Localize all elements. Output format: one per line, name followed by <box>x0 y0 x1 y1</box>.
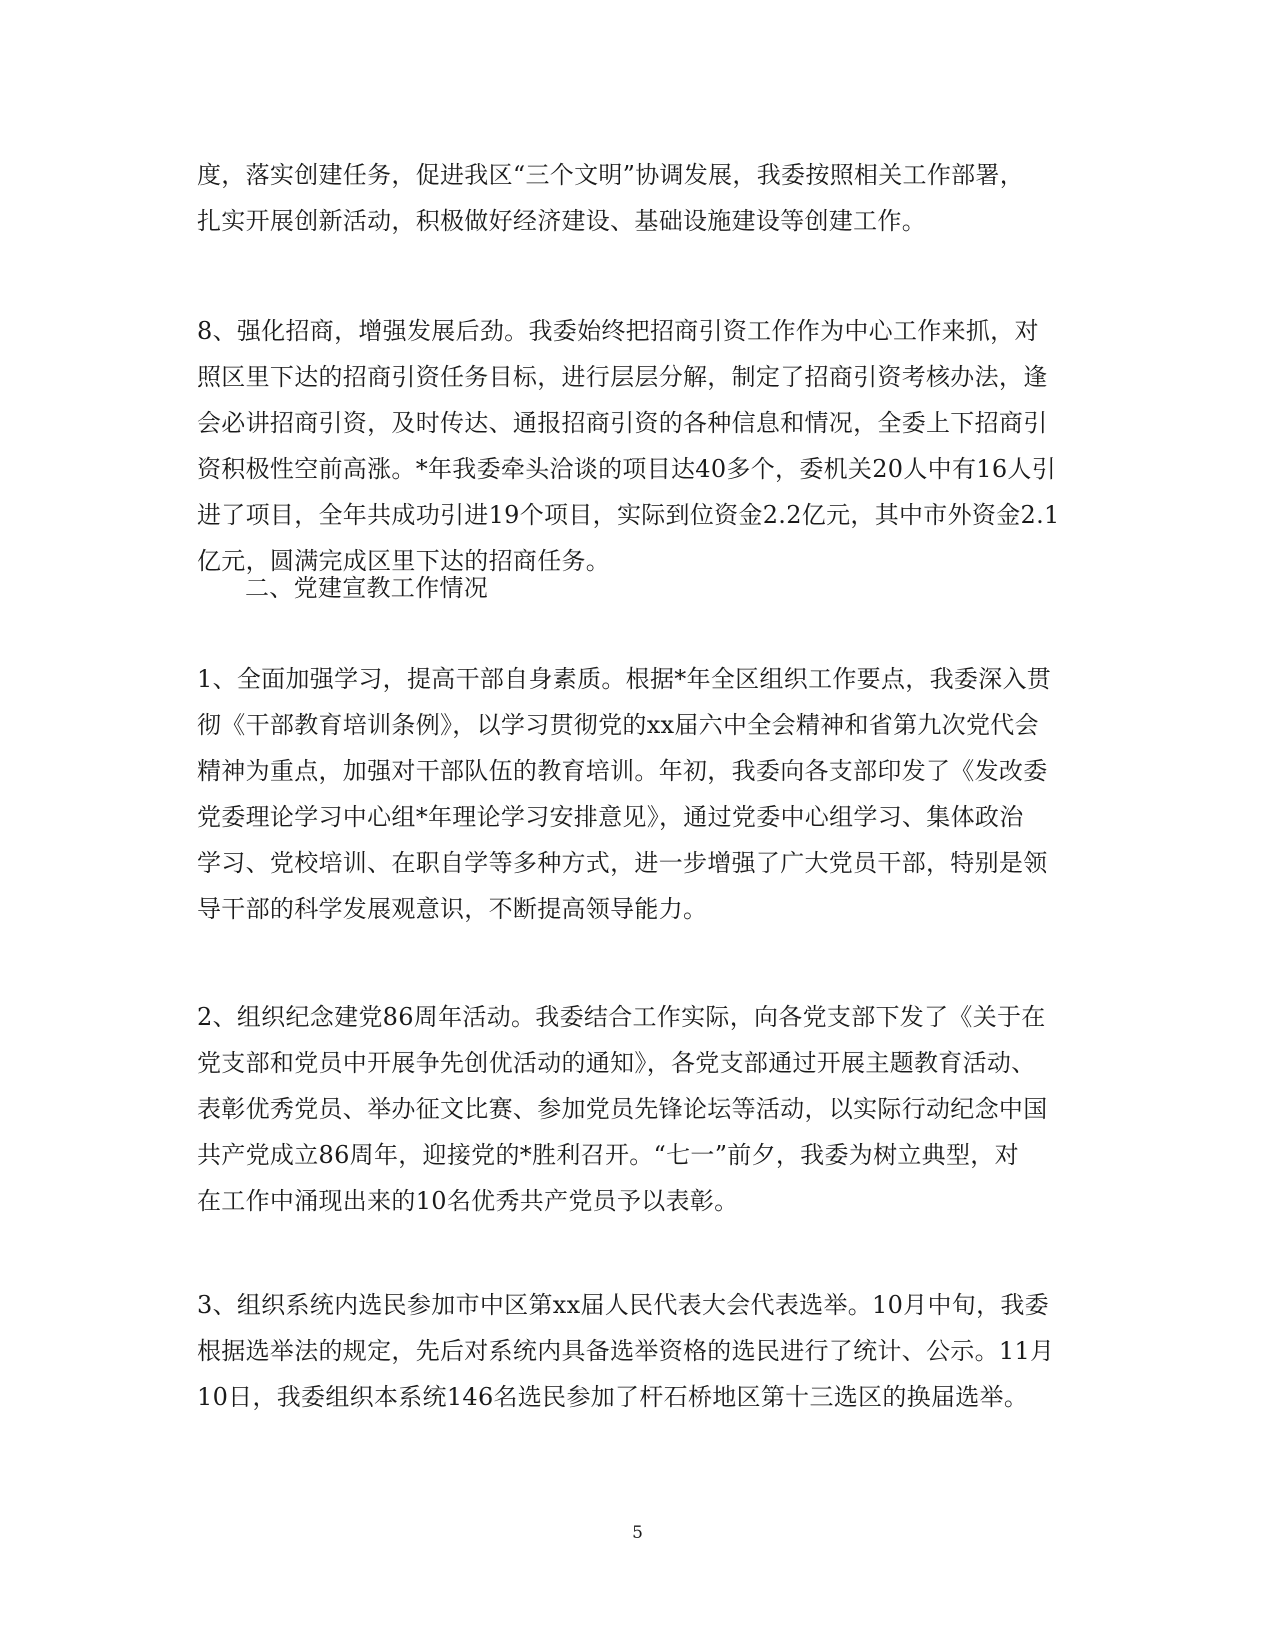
paragraph-anniversary <box>197 994 1077 1224</box>
text-line: 扎实开展创新活动，积极做好经济建设、基础设施建设等创建工作。 <box>197 207 926 235</box>
paragraph-investment-promotion <box>197 308 1077 584</box>
text-line: 学习、党校培训、在职自学等多种方式，进一步增强了广大党员干部，特别是领 <box>197 849 1048 877</box>
page-number: 5 <box>632 1523 643 1543</box>
text-line: 2、组织纪念建党86周年活动。我委结合工作实际，向各党支部下发了《关于在 <box>197 1003 1046 1031</box>
paragraph-study <box>197 656 1077 932</box>
text-line: 党支部和党员中开展争先创优活动的通知》，各党支部通过开展主题教育活动、 <box>197 1049 1036 1077</box>
text-line: 10日，我委组织本系统146名选民参加了杆石桥地区第十三选区的换届选举。 <box>197 1383 1029 1411</box>
text-line: 亿元，圆满完成区里下达的招商任务。 <box>197 547 611 575</box>
text-line: 会必讲招商引资，及时传达、通报招商引资的各种信息和情况，全委上下招商引 <box>197 409 1048 437</box>
text-line: 8、强化招商，增强发展后劲。我委始终把招商引资工作作为中心工作来抓，对 <box>197 317 1039 345</box>
text-line: 精神为重点，加强对干部队伍的教育培训。年初，我委向各支部印发了《发改委 <box>197 757 1048 785</box>
paragraph-election <box>197 1282 1077 1420</box>
text-line: 导干部的科学发展观意识，不断提高领导能力。 <box>197 895 708 923</box>
text-line: 进了项目，全年共成功引进19个项目，实际到位资金2.2亿元，其中市外资金2.1 <box>197 501 1060 529</box>
text-line: 彻《干部教育培训条例》，以学习贯彻党的xx届六中全会精神和省第九次党代会 <box>197 711 1039 739</box>
paragraph-creation-tasks <box>197 152 1077 244</box>
text-line: 1、全面加强学习，提高干部自身素质。根据*年全区组织工作要点，我委深入贯 <box>197 665 1052 693</box>
text-line: 根据选举法的规定，先后对系统内具备选举资格的选民进行了统计、公示。11月 <box>197 1337 1055 1365</box>
text-line: 共产党成立86周年，迎接党的*胜利召开。“七一”前夕，我委为树立典型，对 <box>197 1141 1019 1169</box>
text-line: 3、组织系统内选民参加市中区第xx届人民代表大会代表选举。10月中旬，我委 <box>197 1291 1049 1319</box>
text-line: 度，落实创建任务，促进我区“三个文明”协调发展，我委按照相关工作部署， <box>197 161 1025 189</box>
text-line: 党委理论学习中心组*年理论学习安排意见》，通过党委中心组学习、集体政治 <box>197 803 1024 831</box>
text-line: 表彰优秀党员、举办征文比赛、参加党员先锋论坛等活动，以实际行动纪念中国 <box>197 1095 1048 1123</box>
text-line: 资积极性空前高涨。*年我委牵头洽谈的项目达40多个，委机关20人中有16人引 <box>197 455 1057 483</box>
section-heading: 二、党建宣教工作情况 <box>245 574 488 602</box>
text-line: 照区里下达的招商引资任务目标，进行层层分解，制定了招商引资考核办法，逢 <box>197 363 1048 391</box>
text-line: 在工作中涌现出来的10名优秀共产党员予以表彰。 <box>197 1187 739 1215</box>
